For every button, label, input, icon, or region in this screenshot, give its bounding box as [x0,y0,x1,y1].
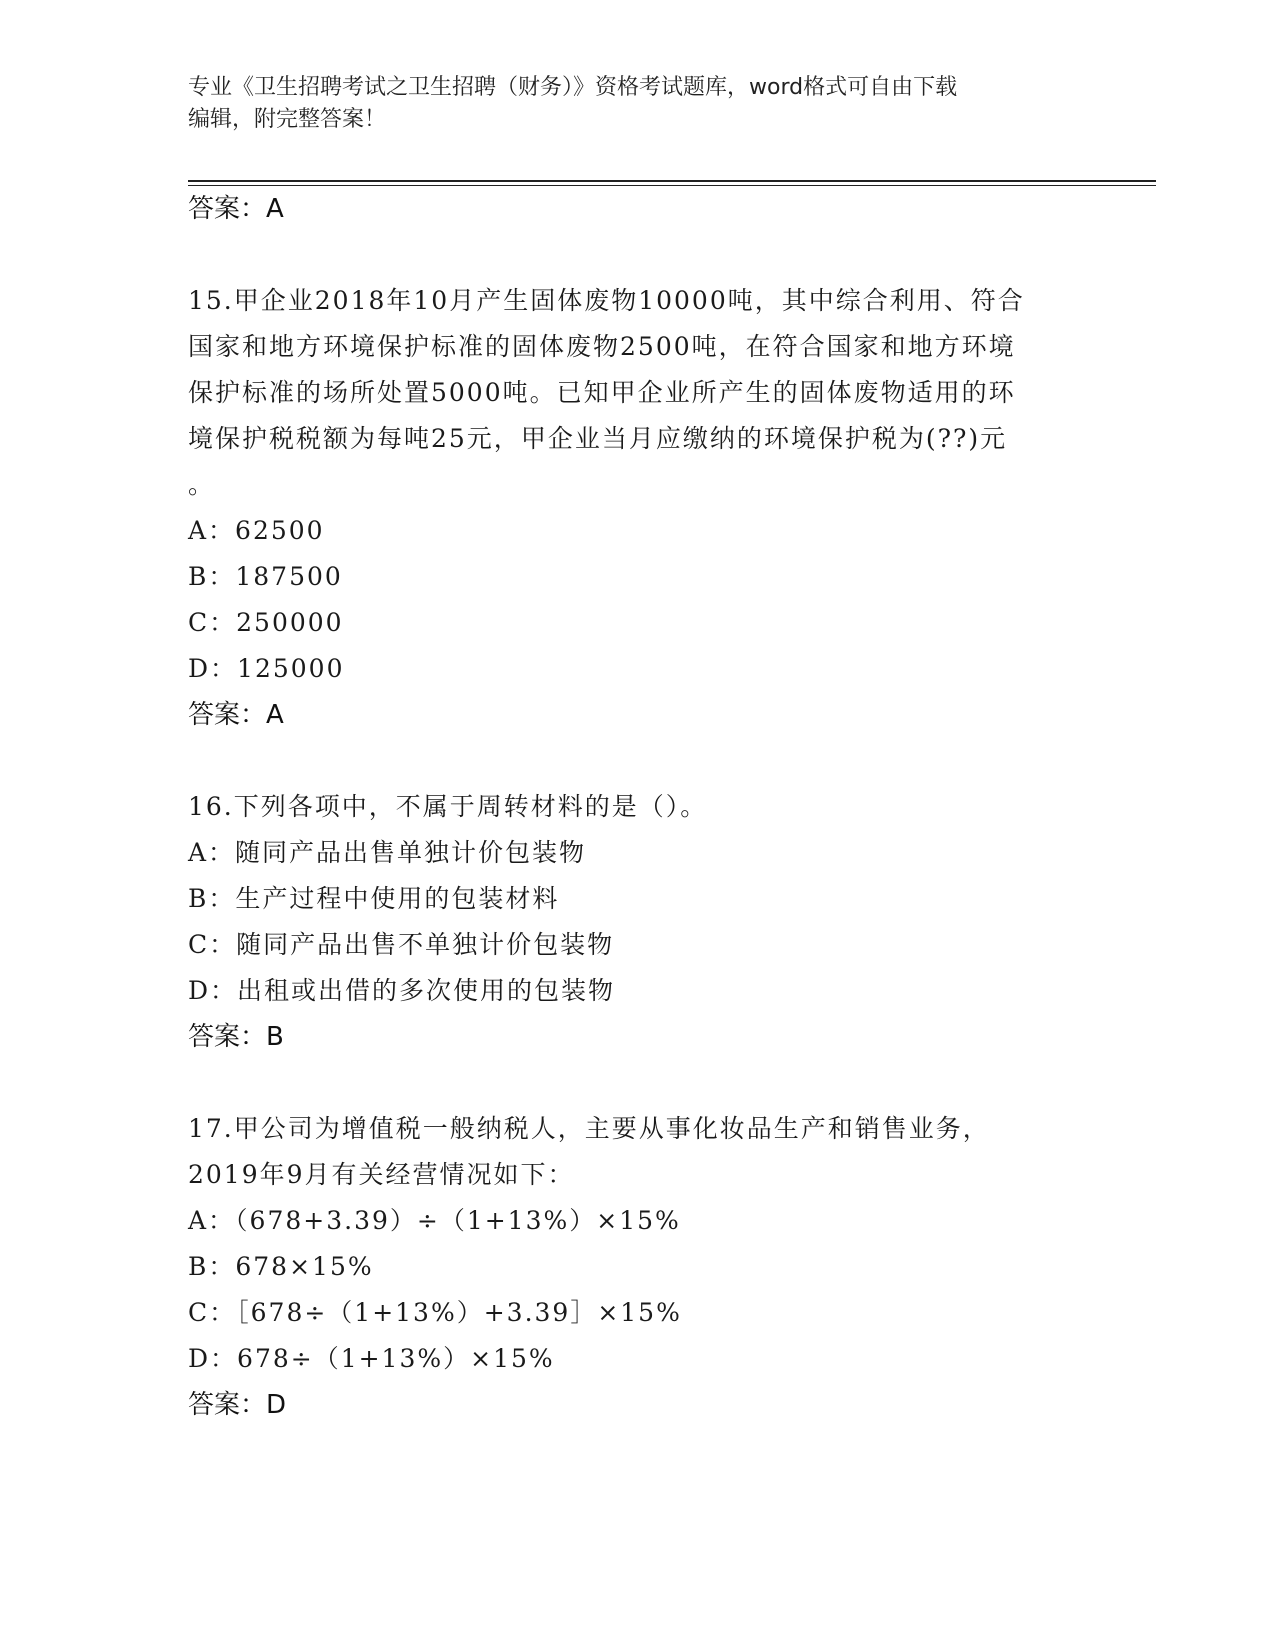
header-divider-thick [188,180,1156,182]
question-15 [188,278,1088,508]
option-b: B：生产过程中使用的包装材料 [188,884,560,913]
option-a: A：62500 [188,516,325,545]
question-text-line: 2019年9月有关经营情况如下： [188,1160,575,1189]
previous-answer: 答案：A [188,194,284,224]
header-line-2: 编辑，附完整答案！ [188,107,387,132]
question-16 [188,784,1088,830]
option-c: C：随同产品出售不单独计价包装物 [188,930,615,959]
header-line-1: 专业《卫生招聘考试之卫生招聘（财务）》资格考试题库，word格式可自由下载 [188,75,958,100]
question-text-line: 16.下列各项中，不属于周转材料的是（）。 [188,792,708,821]
spacer [188,738,1088,784]
question-text-line: 保护标准的场所处置5000吨。已知甲企业所产生的固体废物适用的环 [188,378,1016,407]
option-c: C：［678÷（1+13%）+3.39］×15% [188,1298,682,1327]
option-b: B：187500 [188,562,343,591]
question-text-line: 15.甲企业2018年10月产生固体废物10000吨，其中综合利用、符合 [188,286,1025,315]
answer-15: 答案：A [188,700,284,730]
question-text-line: 17.甲公司为增值税一般纳税人，主要从事化妆品生产和销售业务， [188,1114,990,1143]
option-a: A：随同产品出售单独计价包装物 [188,838,587,867]
option-b: B：678×15% [188,1252,374,1281]
question-17 [188,1106,1088,1198]
answer-16: 答案：B [188,1022,284,1052]
question-text-line: 国家和地方环境保护标准的固体废物2500吨，在符合国家和地方环境 [188,332,1016,361]
document-body [188,186,1088,1428]
option-a: A：（678+3.39）÷（1+13%）×15% [188,1206,681,1235]
answer-17: 答案：D [188,1390,287,1420]
document-header [188,72,1088,136]
spacer [188,232,1088,278]
option-d: D：125000 [188,654,345,683]
option-d: D：678÷（1+13%）×15% [188,1344,555,1373]
question-text-line: 。 [188,470,216,499]
option-c: C：250000 [188,608,344,637]
spacer [188,1060,1088,1106]
question-text-line: 境保护税税额为每吨25元，甲企业当月应缴纳的环境保护税为(??)元 [188,424,1008,453]
option-d: D：出租或出借的多次使用的包装物 [188,976,616,1005]
